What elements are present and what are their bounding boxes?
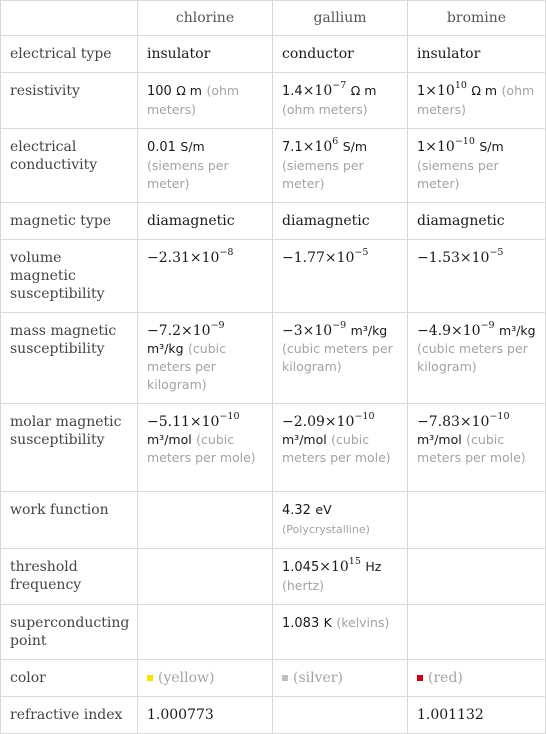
cell-chlorine: (yellow) <box>138 660 273 697</box>
cell-chlorine <box>138 605 273 660</box>
row-label: refractive index <box>1 697 138 734</box>
header-bromine: bromine <box>408 1 546 36</box>
color-swatch <box>282 675 288 681</box>
row-label: electrical type <box>1 36 138 73</box>
cell-bromine <box>408 549 546 605</box>
row-refractive-index <box>1 697 546 734</box>
cell-bromine: diamagnetic <box>408 203 546 240</box>
cell-gallium: $-3\times 10^{-9}$ m³/kg (cubic meters per kilogram) <box>273 313 408 404</box>
cell-gallium: $-1.77\times 10^{-5}$ <box>273 240 408 313</box>
row-work-function <box>1 492 546 549</box>
cell-bromine: 1.001132 <box>408 697 546 734</box>
header-row <box>1 1 546 36</box>
row-label: molar magnetic susceptibility <box>1 404 138 492</box>
cell-gallium <box>273 697 408 734</box>
row-superconducting-point <box>1 605 546 660</box>
header-corner <box>1 1 138 36</box>
row-label: work function <box>1 492 138 549</box>
cell-chlorine: 100 Ω m (ohm meters) <box>138 73 273 129</box>
cell-bromine <box>408 492 546 549</box>
cell-chlorine <box>138 549 273 605</box>
row-label: volume magnetic susceptibility <box>1 240 138 313</box>
row-volume-susceptibility <box>1 240 546 313</box>
cell-gallium: diamagnetic <box>273 203 408 240</box>
header-chlorine: chlorine <box>138 1 273 36</box>
cell-bromine: $1\times 10^{-10}$ S/m (siemens per meter) <box>408 129 546 203</box>
cell-chlorine: 0.01 S/m (siemens per meter) <box>138 129 273 203</box>
row-label: electrical conductivity <box>1 129 138 203</box>
cell-gallium: 1.083 K (kelvins) <box>273 605 408 660</box>
row-label: superconducting point <box>1 605 138 660</box>
row-label: mass magnetic susceptibility <box>1 313 138 404</box>
row-label: magnetic type <box>1 203 138 240</box>
cell-gallium: conductor <box>273 36 408 73</box>
row-molar-susceptibility <box>1 404 546 492</box>
cell-chlorine: $-2.31\times 10^{-8}$ <box>138 240 273 313</box>
cell-chlorine: 1.000773 <box>138 697 273 734</box>
cell-chlorine: $-7.2\times 10^{-9}$ m³/kg (cubic meters per kilogram) <box>138 313 273 404</box>
cell-bromine <box>408 605 546 660</box>
cell-gallium: $-2.09\times 10^{-10}$ m³/mol (cubic meters per mole) <box>273 404 408 492</box>
row-magnetic-type <box>1 203 546 240</box>
cell-chlorine: $-5.11\times 10^{-10}$ m³/mol (cubic meters per mole) <box>138 404 273 492</box>
cell-bromine: $1\times 10^{10}$ Ω m (ohm meters) <box>408 73 546 129</box>
cell-chlorine <box>138 492 273 549</box>
cell-chlorine: diamagnetic <box>138 203 273 240</box>
cell-bromine: insulator <box>408 36 546 73</box>
row-electrical-type <box>1 36 546 73</box>
cell-gallium: (silver) <box>273 660 408 697</box>
row-electrical-conductivity <box>1 129 546 203</box>
row-label: threshold frequency <box>1 549 138 605</box>
cell-gallium: $7.1\times 10^6$ S/m (siemens per meter) <box>273 129 408 203</box>
cell-bromine: (red) <box>408 660 546 697</box>
cell-gallium: 4.32 eV (Polycrystalline) <box>273 492 408 549</box>
color-swatch <box>417 675 423 681</box>
cell-bromine: $-7.83\times 10^{-10}$ m³/mol (cubic meters per mole) <box>408 404 546 492</box>
color-swatch <box>147 675 153 681</box>
cell-gallium: $1.045\times 10^{15}$ Hz (hertz) <box>273 549 408 605</box>
row-mass-susceptibility <box>1 313 546 404</box>
cell-chlorine: insulator <box>138 36 273 73</box>
header-gallium: gallium <box>273 1 408 36</box>
row-label: resistivity <box>1 73 138 129</box>
cell-bromine: $-1.53\times 10^{-5}$ <box>408 240 546 313</box>
cell-bromine: $-4.9\times 10^{-9}$ m³/kg (cubic meters per kilogram) <box>408 313 546 404</box>
row-resistivity <box>1 73 546 129</box>
row-label: color <box>1 660 138 697</box>
row-threshold-frequency <box>1 549 546 605</box>
cell-gallium: $1.4\times 10^{-7}$ Ω m (ohm meters) <box>273 73 408 129</box>
